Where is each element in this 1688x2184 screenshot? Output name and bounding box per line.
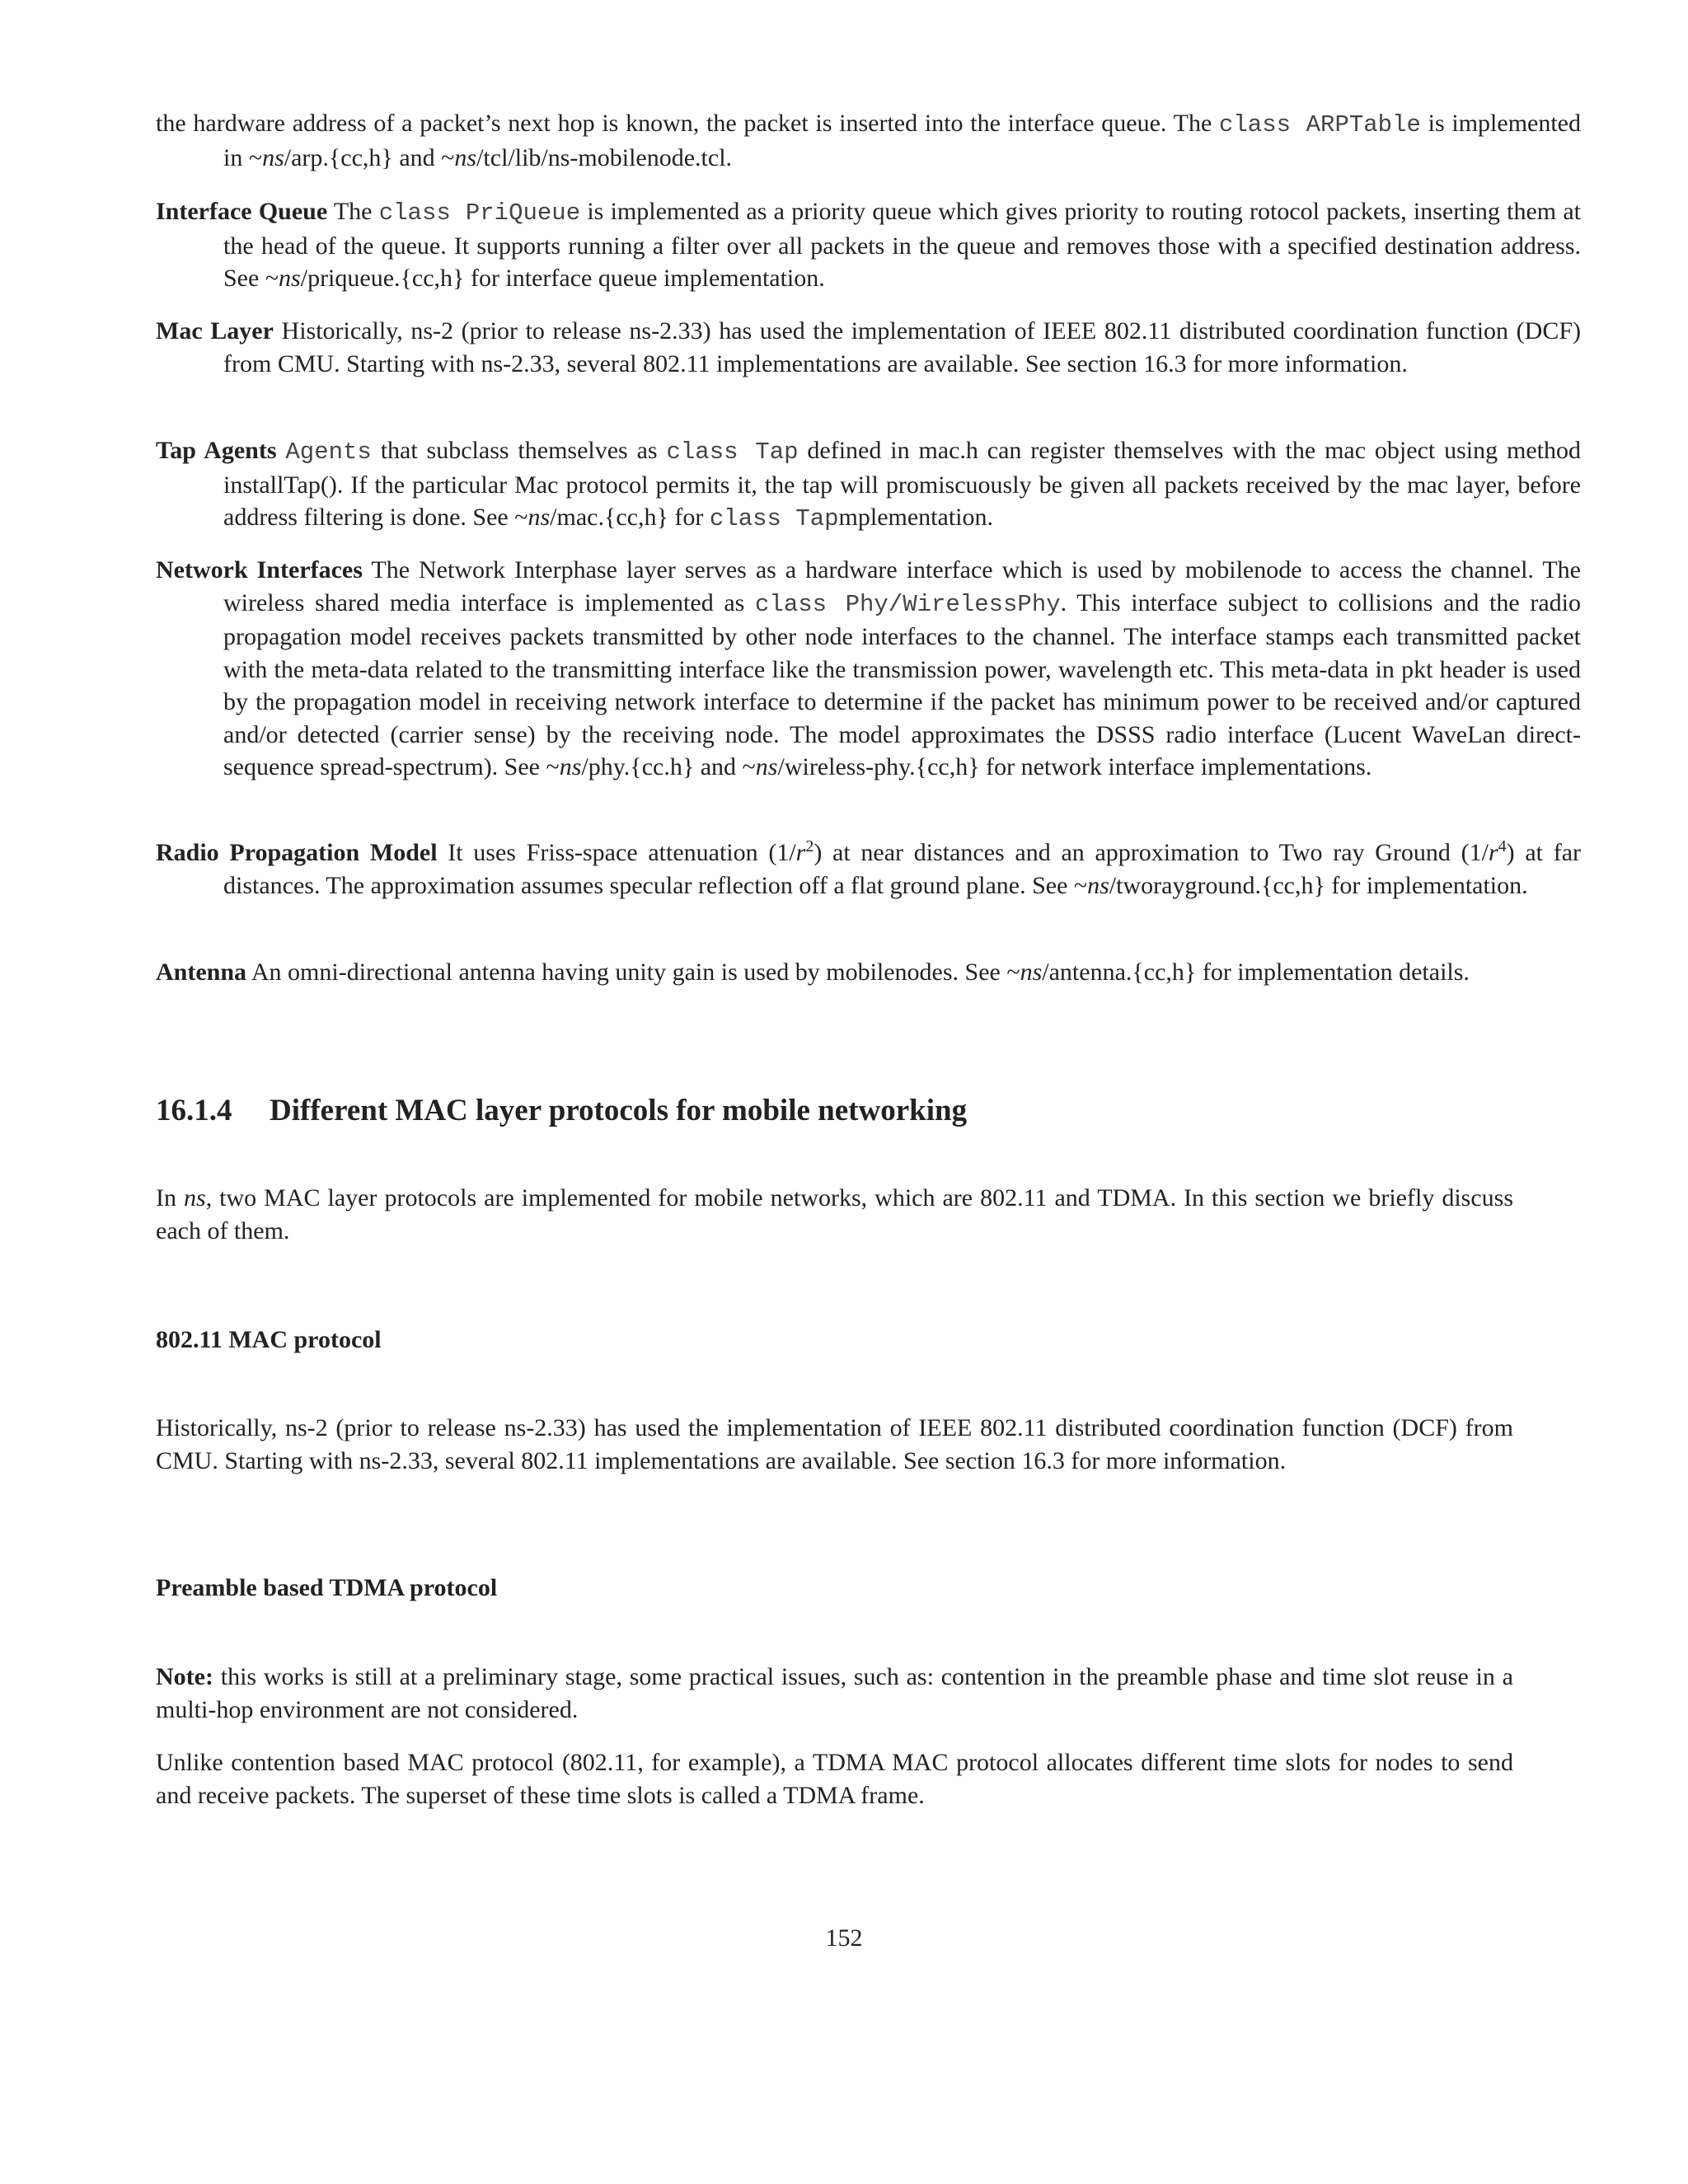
text-run: /phy.{cc.h} and ~ <box>581 753 756 780</box>
item-term: Interface Queue <box>156 198 328 225</box>
ns-italic: ns <box>1087 871 1109 899</box>
ns-italic: ns <box>559 753 582 780</box>
text-run: The <box>327 198 379 225</box>
ns-italic: ns <box>528 504 551 531</box>
note-paragraph <box>156 1661 1513 1726</box>
item-term: Mac Layer <box>156 317 274 344</box>
text-run: . This interface subject to collisions and the radio propagation model receives packets transmitted by other node interfaces to the channel. The interface stamps each transmitted packet with the meta-data related to the transmitting interface like the transmission power, wavelength etc. This meta-data in pkt header is used by the propagation model in receiving network interface to determine if the packet has minimum power to be received and/or captured and/or detected (carrier sense) by the receiving node. The model approximates the DSSS radio interface (Lucent WaveLan direct-sequence spread-spectrum). See ~ <box>223 588 1581 780</box>
arp-paragraph <box>156 107 1581 174</box>
text-run: The Network Interphase layer serves as a hardware interface which is used by mobilenode to access the channel. The wireless shared media interface is implemented as <box>223 556 1582 616</box>
code-run: class Phy/WirelessPhy <box>755 590 1061 618</box>
item-term: Tap Agents <box>156 437 277 464</box>
subsection-heading-tdma: Preamble based TDMA protocol <box>156 1574 498 1601</box>
text-run: /arp.{cc,h} and ~ <box>284 143 455 171</box>
radio-propagation-item <box>156 837 1581 902</box>
mac-layer-item <box>156 315 1581 380</box>
item-term: Antenna <box>156 958 247 986</box>
math-variable: r <box>1488 839 1498 866</box>
code-run: class ARPTable <box>1219 111 1421 138</box>
text-run: , two MAC layer protocols are implemented for mobile networks, which are 802.11 and TDMA. In this section we briefly discuss each of them. <box>156 1184 1513 1244</box>
text-run: this works is still at a preliminary stage, some practical issues, such as: contention in the preamble phase and time slot reuse in a multi-hop environment are not considered. <box>156 1663 1513 1723</box>
interface-queue-item <box>156 195 1581 295</box>
text-run: /mac.{cc,h} for <box>550 504 710 531</box>
item-term: Radio Propagation Model <box>156 839 438 866</box>
text-run: Historically, ns-2 (prior to release ns-2.33) has used the implementation of IEEE 802.11 distributed coordination function (DCF) from CMU. Starting with ns-2.33, several 802.11 implementations are available. See section 16.3 for more information. <box>223 317 1581 377</box>
text-run: the hardware address of a packet’s next hop is known, the packet is inserted into the interface queue. The <box>156 110 1219 137</box>
antenna-item <box>156 956 1581 989</box>
subsection-heading-80211: 802.11 MAC protocol <box>156 1326 382 1353</box>
section-title: Different MAC layer protocols for mobile networking <box>270 1094 968 1127</box>
page-number: 152 <box>825 1924 863 1952</box>
ns-italic: ns <box>262 143 284 171</box>
math-exponent: 2 <box>805 837 814 855</box>
text-run <box>277 437 286 464</box>
ns-italic: ns <box>184 1184 206 1212</box>
code-run: class Tap <box>709 505 839 532</box>
ns-italic: ns <box>454 143 477 171</box>
code-run: class Tap <box>666 438 799 466</box>
text-run: /tworayground.{cc,h} for implementation. <box>1109 871 1528 899</box>
text-run: /wireless-phy.{cc,h} for network interface implementations. <box>777 753 1372 780</box>
text-run: /tcl/lib/ns-mobilenode.tcl. <box>476 143 733 171</box>
text-run: ) at far distances. The approximation assumes specular reflection off a flat ground plane. See ~ <box>223 839 1581 899</box>
code-run: Agents <box>285 438 372 466</box>
text-run: /priqueue.{cc,h} for interface queue implementation. <box>300 265 825 292</box>
text-run: defined in mac.h can register themselves with the mac object using method installTap(). If the particular Mac protocol permits it, the tap will promiscuously be given all packets received by the mac layer, before address filtering is done. See ~ <box>223 437 1581 531</box>
text-run: In <box>156 1184 184 1212</box>
section-number: 16.1.4 <box>156 1094 232 1127</box>
math-exponent: 4 <box>1498 837 1507 855</box>
tap-agents-item <box>156 434 1581 536</box>
text-run: ) at near distances and an approximation to Two ray Ground (1/ <box>814 839 1489 866</box>
tdma-paragraph: Unlike contention based MAC protocol (802.11, for example), a TDMA MAC protocol allocates different time slots for nodes to send and receive packets. The superset of these time slots is called a TDMA frame. <box>156 1749 1513 1809</box>
80211-paragraph: Historically, ns-2 (prior to release ns-2.33) has used the implementation of IEEE 802.11 distributed coordination function (DCF) from CMU. Starting with ns-2.33, several 802.11 implementations are available. See section 16.3 for more information. <box>156 1414 1513 1474</box>
item-term: Network Interfaces <box>156 556 363 583</box>
text-run: is implemented in ~ <box>223 110 1581 171</box>
text-run: An omni-directional antenna having unity gain is used by mobilenodes. See ~ <box>246 958 1020 986</box>
network-interfaces-item <box>156 554 1581 784</box>
text-run: /antenna.{cc,h} for implementation details. <box>1042 958 1470 986</box>
text-run: that subclass themselves as <box>371 437 667 464</box>
note-label: Note: <box>156 1663 213 1690</box>
ns-italic: ns <box>1020 958 1043 986</box>
ns-italic: ns <box>279 265 301 292</box>
math-variable: r <box>795 839 806 866</box>
text-run: It uses Friss-space attenuation (1/ <box>437 839 796 866</box>
text-run: mplementation. <box>838 504 993 531</box>
section-heading <box>156 1093 967 1129</box>
text-run: is implemented as a priority queue which gives priority to routing rotocol packets, inserting them at the head of the queue. It supports running a filter over all packets in the queue and removes those with a specified destination address. See ~ <box>223 198 1581 292</box>
intro-paragraph <box>156 1182 1513 1247</box>
code-run: class PriQueue <box>378 199 581 227</box>
ns-italic: ns <box>755 753 778 780</box>
